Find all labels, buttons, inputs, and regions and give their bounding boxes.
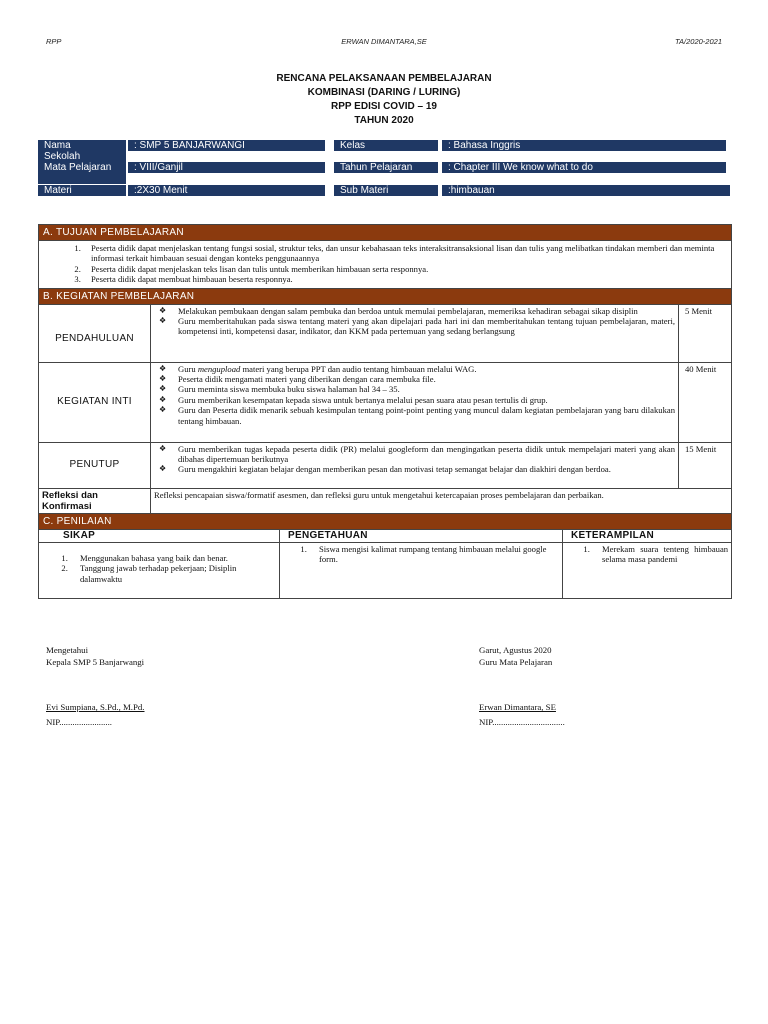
section-a-header: A. TUJUAN PEMBELAJARAN — [39, 225, 732, 241]
column-header-keterampilan: KETERAMPILAN — [563, 529, 732, 542]
inti-list — [154, 364, 675, 426]
duration-inti: 40 Menit — [679, 362, 732, 442]
value-materi: :2X30 Menit — [134, 185, 188, 196]
column-header-sikap: SIKAP — [39, 529, 280, 542]
identity-label-cell — [38, 185, 126, 196]
diamond-bullet-icon: ❖ — [159, 305, 167, 315]
pengetahuan-cell — [280, 543, 563, 599]
signature-left-line2: Kepala SMP 5 Banjarwangi — [46, 656, 145, 667]
penutup-activities — [151, 442, 679, 488]
value-tahun-pelajaran: : Chapter III We know what to do — [448, 162, 593, 173]
diamond-bullet-icon: ❖ — [159, 384, 167, 394]
activity-item: ❖ Guru dan Peserta didik menarik sebuah kesimpulan tentang point-point penting yang muncul dalam kegiatan pembelajaran yang baru dilakukan tentang himbauan. — [159, 405, 675, 426]
activity-item: ❖ Peserta didik mengamati materi yang diberikan dengan cara membuka file. — [159, 374, 436, 385]
keterampilan-list — [566, 544, 728, 565]
pendahuluan-list — [154, 306, 675, 337]
diamond-bullet-icon: ❖ — [159, 464, 167, 474]
value-sub-materi: :himbauan — [448, 185, 495, 196]
column-header-pengetahuan: PENGETAHUAN — [280, 529, 563, 542]
row-label-refleksi: Refleksi dan Konfirmasi — [39, 488, 151, 513]
row-label-penutup: PENUTUP — [39, 442, 151, 488]
identity-label-cell — [38, 162, 126, 184]
pengetahuan-list — [283, 544, 559, 565]
duration-penutup: 15 Menit — [679, 442, 732, 488]
identity-value-cell — [442, 162, 726, 173]
activity-item: ❖ Guru memberitahukan pada siswa tentang materi yang akan dipelajari pada hari ini dan memberitahukan tentang tujuan pembelajaran, materi, kompetensi inti, kompetensi dasar, indikator, dan KKM pada pertemuan yang sedang berlangsung — [159, 316, 675, 337]
title-line-1: RENCANA PELAKSANAAN PEMBELAJARAN — [276, 73, 492, 84]
section-b-header: B. KEGIATAN PEMBELAJARAN — [39, 288, 732, 304]
sikap-cell — [39, 543, 280, 599]
assessment-item: 2. Tanggung jawab terhadap pekerjaan; Disiplin dalamwaktu — [70, 563, 276, 584]
label-materi: Materi — [44, 185, 72, 196]
assessment-item: 1. Menggunakan bahasa yang baik dan benar. — [70, 553, 276, 563]
activity-item: ❖ Melakukan pembukaan dengan salam pembuka dan berdoa untuk memulai pembelajaran, memeriksa kehadiran sebagai sikap disiplin — [159, 305, 638, 316]
assessment-item: 1. Merekam suara tenteng himbauan selama masa pandemi — [592, 544, 728, 565]
label-mata-pelajaran: Mata Pelajaran — [44, 162, 112, 173]
identity-value-cell — [128, 185, 325, 196]
identity-label-cell — [334, 162, 438, 173]
objective-item: 1. Peserta didik dapat menjelaskan tentang fungsi sosial, struktur teks, dan unsur kebahasaan teks interaksitransaksional lisan dan tulis yang melibatkan tindakan memberi dan meminta informasi terkait himbauan sesuai dengan konteks penggunaannya — [83, 243, 727, 264]
label-nama-sekolah: Nama Sekolah — [44, 140, 81, 162]
signature-left — [46, 645, 145, 728]
header-center: ERWAN DIMANTARA,SE — [341, 37, 427, 46]
objectives-cell — [39, 241, 732, 289]
diamond-bullet-icon: ❖ — [159, 374, 167, 384]
signature-right-line2: Guru Mata Pelajaran — [479, 656, 553, 667]
pendahuluan-activities — [151, 304, 679, 362]
header-right: TA/2020-2021 — [675, 37, 722, 46]
title-line-4: TAHUN 2020 — [354, 115, 414, 126]
diamond-bullet-icon: ❖ — [159, 405, 167, 415]
value-kelas: : Bahasa Inggris — [448, 140, 521, 151]
label-kelas: Kelas — [340, 140, 366, 151]
activity-item: ❖ Guru mengakhiri kegiatan belajar dengan memberikan pesan dan motivasi tetap semangat belajar dan diakhiri dengan berdoa. — [159, 464, 611, 475]
document-title — [0, 72, 768, 128]
section-c-header: C. PENILAIAN — [39, 513, 732, 529]
activity-item: ❖ Guru meminta siswa membuka buku siswa halaman hal 34 – 35. — [159, 384, 400, 395]
teacher-nip: NIP................................. — [479, 716, 565, 727]
signature-left-line1: Mengetahui — [46, 645, 89, 655]
row-label-pendahuluan: PENDAHULUAN — [39, 304, 151, 362]
diamond-bullet-icon: ❖ — [159, 363, 167, 373]
row-label-kegiatan-inti: KEGIATAN INTI — [39, 362, 151, 442]
lesson-plan-table — [38, 224, 732, 599]
label-tahun-pelajaran: Tahun Pelajaran — [340, 162, 413, 173]
identity-label-cell — [334, 185, 438, 196]
title-line-2: KOMBINASI (DARING / LURING) — [307, 87, 461, 98]
title-line-3: RPP EDISI COVID – 19 — [331, 101, 437, 112]
teacher-name: Erwan Dimantara, SE — [479, 702, 556, 712]
value-mata-pelajaran: : VIII/Ganjil — [134, 162, 183, 173]
diamond-bullet-icon: ❖ — [159, 443, 167, 453]
value-nama-sekolah: : SMP 5 BANJARWANGI — [134, 140, 245, 151]
sikap-list — [42, 553, 276, 584]
identity-value-cell — [442, 140, 726, 151]
duration-pendahuluan: 5 Menit — [679, 304, 732, 362]
identity-value-cell — [442, 185, 730, 196]
objectives-list — [43, 243, 727, 285]
objective-item: 2. Peserta didik dapat menjelaskan teks lisan dan tulis untuk memberikan himbauan serta responnya. — [83, 264, 727, 274]
signature-right — [479, 645, 565, 728]
identity-label-cell — [334, 140, 438, 151]
activity-item: ❖ Guru mengupload materi yang berupa PPT dan audio tentang himbauan melalui WAG. — [159, 363, 477, 374]
assessment-item: 1. Siswa mengisi kalimat rumpang tentang himbauan melalui google form. — [309, 544, 559, 565]
inti-activities — [151, 362, 679, 442]
label-sub-materi: Sub Materi — [340, 185, 389, 196]
identity-value-cell — [128, 140, 325, 151]
header-left: RPP — [46, 37, 62, 46]
penutup-list — [154, 444, 675, 475]
principal-nip: NIP........................ — [46, 716, 112, 727]
signature-right-line1: Garut, Agustus 2020 — [479, 645, 552, 655]
identity-value-cell — [128, 162, 325, 173]
diamond-bullet-icon: ❖ — [159, 316, 167, 326]
activity-item: ❖ Guru memberikan tugas kepada peserta didik (PR) melalui googleform dan mengingatkan peserta didik untuk mempelajari materi yang akan dibahas dipertemuan berikutnya — [159, 443, 675, 465]
principal-name: Evi Sumpiana, S.Pd., M.Pd. — [46, 702, 145, 712]
objective-item: 3. Peserta didik dapat membuat himbauan beserta responnya. — [83, 274, 727, 284]
diamond-bullet-icon: ❖ — [159, 394, 167, 404]
activity-item: ❖ Guru memberikan kesempatan kepada siswa untuk bertanya melalui pesan suara atau pesan tertulis di grup. — [159, 394, 548, 405]
keterampilan-cell — [563, 543, 732, 599]
refleksi-text: Refleksi pencapaian siswa/formatif asesmen, dan refleksi guru untuk mengetahui ketercapaian proses pembelajaran dan perbaikan. — [151, 488, 732, 513]
